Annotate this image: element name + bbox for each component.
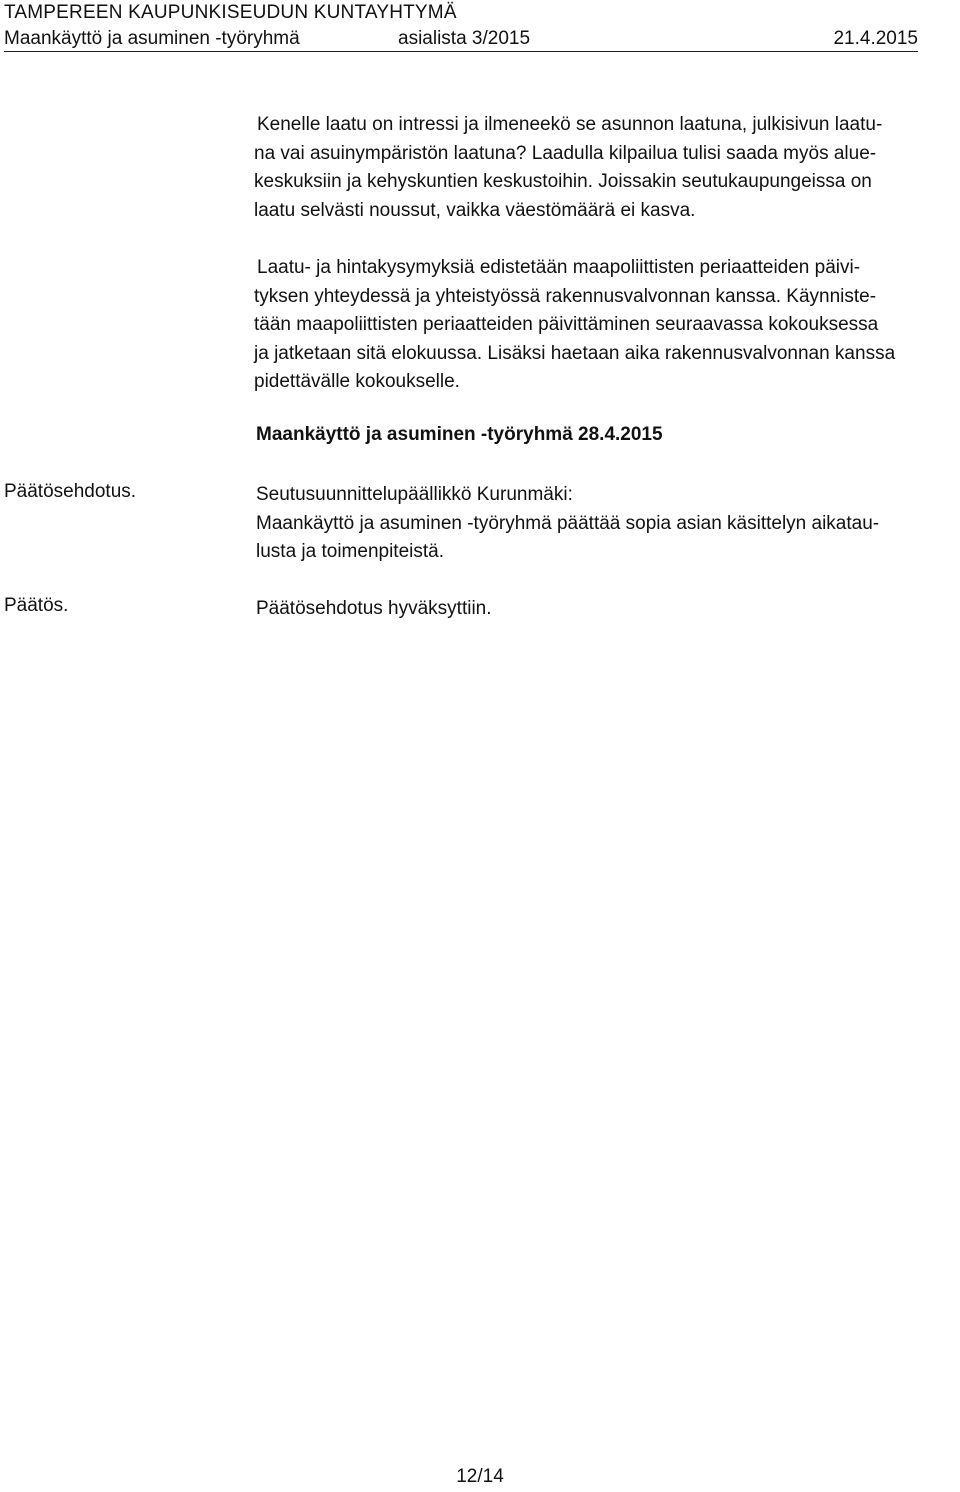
text-line: tyksen yhteydessä ja yhteistyössä rakennusvalvonnan kanssa. Käynniste- [254, 285, 877, 307]
text-line: laatu selvästi noussut, vaikka väestömäärä ei kasva. [254, 199, 696, 221]
proposal-label: Päätösehdotus. [4, 481, 137, 502]
text-line: lusta ja toimenpiteistä. [256, 541, 444, 562]
text-line: Maankäyttö ja asuminen -työryhmä päättää sopia asian käsittelyn aikatau- [256, 512, 880, 534]
agenda-number: asialista 3/2015 [398, 28, 531, 49]
decision-label: Päätös. [4, 595, 69, 616]
organization-name: TAMPEREEN KAUPUNKISEUDUN KUNTAYHTYMÄ [4, 2, 457, 23]
meeting-date: 21.4.2015 [833, 28, 918, 49]
working-group-name: Maankäyttö ja asuminen -työryhmä [4, 28, 300, 49]
header-divider [4, 51, 918, 52]
text-line: Seutusuunnittelupäällikkö Kurunmäki: [256, 484, 573, 505]
proposal-text [256, 481, 960, 567]
text-line: keskuksiin ja kehyskuntien keskustoihin. Joissakin seutukaupungeissa on [254, 171, 872, 192]
section-heading: Maankäyttö ja asuminen -työryhmä 28.4.2015 [256, 424, 663, 445]
text-line: Kenelle laatu on intressi ja ilmeneekö se asunnon laatuna, julkisivun laatu- [257, 114, 883, 135]
paragraph-land-policy [254, 254, 960, 397]
text-line: tään maapoliittisten periaatteiden päivittäminen seuraavassa kokouksessa [254, 314, 879, 335]
page-number: 12/14 [456, 1466, 504, 1487]
text-line: pidettävälle kokoukselle. [254, 371, 460, 392]
decision-text [256, 595, 960, 624]
text-line: ja jatketaan sitä elokuussa. Lisäksi haetaan aika rakennusvalvonnan kanssa [254, 342, 896, 364]
text-line: na vai asuinympäristön laatuna? Laadulla kilpailua tulisi saada myös alue- [254, 142, 877, 164]
paragraph-quality [254, 111, 960, 225]
text-line: Päätösehdotus hyväksyttiin. [256, 598, 492, 619]
text-line: Laatu- ja hintakysymyksiä edistetään maapoliittisten periaatteiden päivi- [257, 257, 861, 278]
